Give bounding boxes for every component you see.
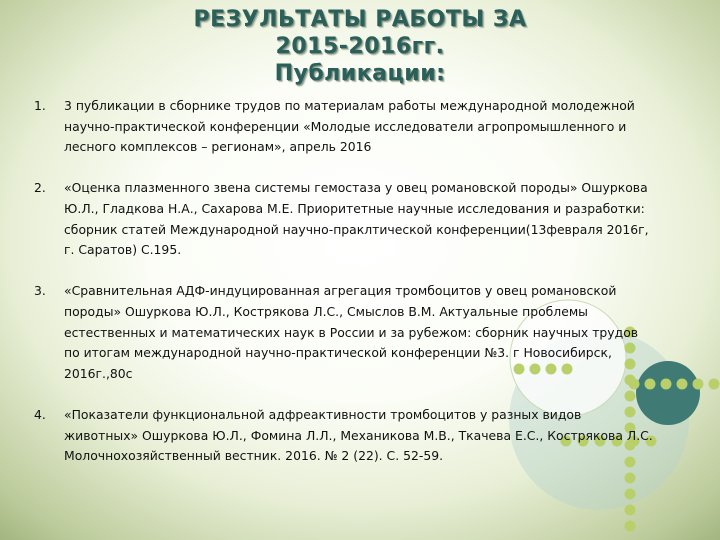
item-number: 3. [34, 283, 46, 299]
decorative-dot [625, 505, 636, 516]
item-number: 1. [34, 98, 46, 113]
item-text: «Показатели функциональной адфреактивности тромбоцитов у разных видов животных» Ошуркова Ю.Л., Фомина Л.Л., Механикова М.В., Ткачева Е.С., Кострякова Л.С. Молочнохозяйственный вестник. 2016. № 2 (22). С. 52-59. [64, 406, 653, 464]
title-line-1: РЕЗУЛЬТАТЫ РАБОТЫ ЗА [193, 7, 527, 32]
list-item [34, 96, 654, 158]
decorative-dot [677, 379, 688, 390]
item-text: «Оценка плазменного звена системы гемостаза у овец романовской породы» Ошуркова Ю.Л., Гладкова Н.А., Сахарова М.Е. Приоритетные научные исследования и разработки: сборник статей Международной научно-праклтической конференции(13февраля 2016г, г. Саратов) С.195. [64, 180, 649, 258]
decorative-dot [661, 379, 672, 390]
list-item [34, 178, 654, 260]
decorative-dot [693, 379, 704, 390]
item-number: 4. [34, 406, 46, 422]
list-item [34, 405, 654, 467]
decorative-dot [709, 379, 720, 390]
title-line-3: Публикации: [274, 61, 446, 86]
item-text: «Сравнительная АДФ-индуцированная агрегация тромбоцитов у овец романовской породы» Ошуркова Ю.Л., Кострякова Л.С., Смыслов В.М. Актуальные проблемы естественных и математических наук в России и за рубежом: сборник научных трудов по итогам международной научно-практической конференции №3. г Новосибирск, 2016г.,80с [64, 283, 639, 381]
item-text: 3 публикации в сборнике трудов по материалам работы международной молодежной научно-практической конференции «Молодые исследователи агропромышленного и лесного комплексов – регионам», апрель 2016 [64, 98, 635, 155]
page-title [0, 6, 720, 87]
publication-list [34, 96, 654, 487]
decorative-dot [625, 521, 636, 532]
item-number: 2. [34, 180, 46, 196]
title-line-2: 2015-2016гг. [275, 34, 445, 59]
decorative-dot [625, 489, 636, 500]
list-item [34, 281, 654, 384]
